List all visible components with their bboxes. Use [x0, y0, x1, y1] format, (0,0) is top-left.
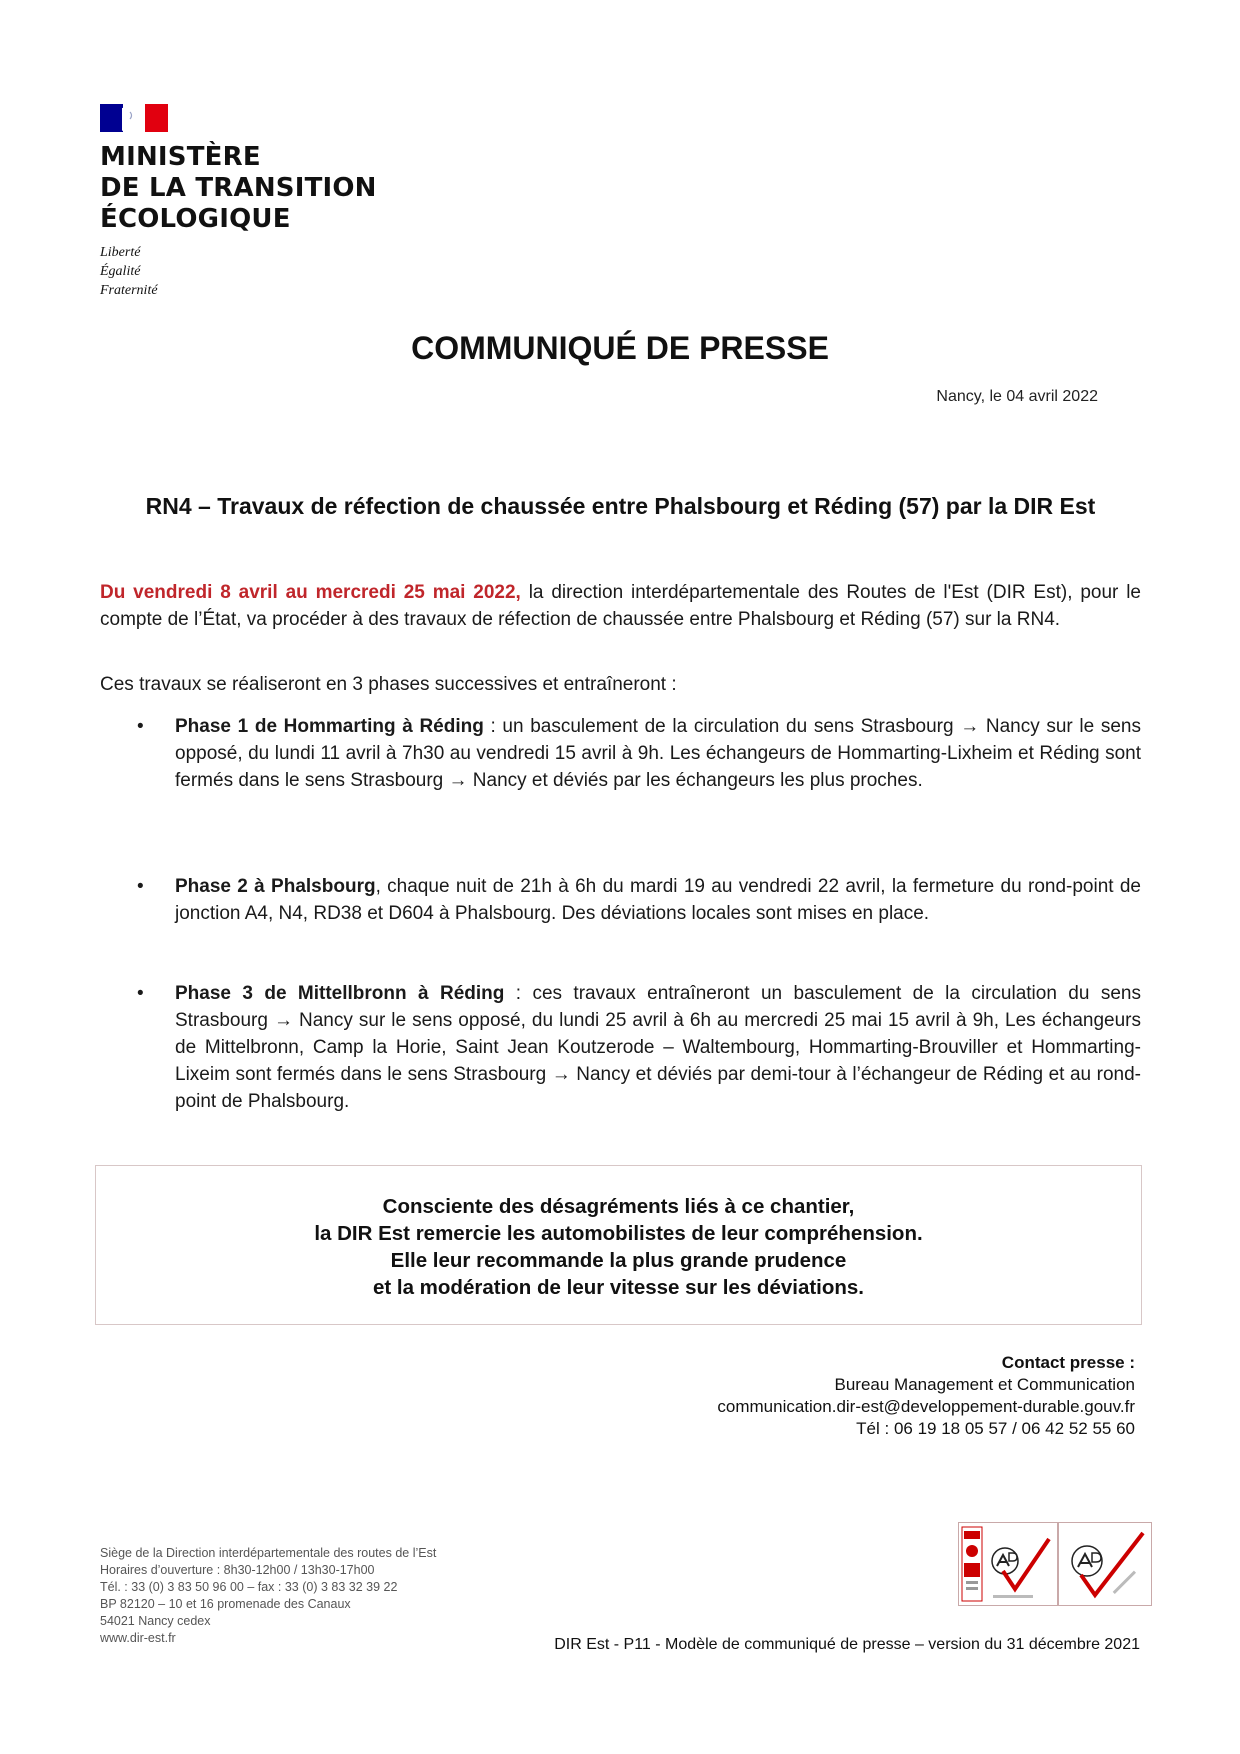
republic-motto: [100, 243, 380, 300]
intro-highlight: Du vendredi 8 avril au mercredi 25 mai 2022,: [100, 582, 521, 603]
intro-paragraph: [100, 579, 1141, 633]
phase-text: : ces travaux entraîneront un basculement de la circulation du sens Strasbourg → Nancy sur le sens opposé, du lundi 25 avril à 6h au mercredi 25 mai 15 avril à 9h, Les échangeurs de Mittelbronn, Camp la Horie, Saint Jean Koutzerode – Waltembourg, Hommarting-Brouviller et Hommarting-Lixeim sont fermés dans le sens Strasbourg → Nancy et déviés par demi-tour à l’échangeur de Réding et au rond-point de Phalsbourg.: [175, 983, 1141, 1112]
footer-line: Horaires d’ouverture : 8h30-12h00 / 13h30-17h00: [100, 1563, 375, 1577]
footer-website[interactable]: www.dir-est.fr: [100, 1631, 176, 1645]
notice-line: Elle leur recommande la plus grande prudence: [390, 1249, 847, 1272]
iso45001-certification-icon: [1058, 1522, 1152, 1606]
notice-box: [95, 1165, 1142, 1325]
notice-line: et la modération de leur vitesse sur les déviations.: [372, 1276, 865, 1299]
certification-logos: [958, 1522, 1152, 1606]
contact-phone: Tél : 06 19 18 05 57 / 06 42 52 55 60: [856, 1419, 1135, 1438]
phase-title: Phase 2 à Phalsbourg: [175, 876, 376, 897]
list-item: [137, 873, 1141, 927]
document-version: DIR Est - P11 - Modèle de communiqué de presse – version du 31 décembre 2021: [554, 1636, 1140, 1653]
phases-lead: Ces travaux se réaliseront en 3 phases successives et entraîneront :: [100, 674, 677, 695]
list-item: [137, 713, 1141, 794]
ministry-line: DE LA TRANSITION: [100, 173, 377, 203]
ministry-name: [100, 142, 380, 235]
footer-line: 54021 Nancy cedex: [100, 1614, 211, 1628]
contact-line: Bureau Management et Communication: [834, 1375, 1135, 1394]
phase-text: : un basculement de la circulation du sens Strasbourg → Nancy sur le sens opposé, du lundi 11 avril à 7h30 au vendredi 15 avril à 9h. Les échangeurs de Hommarting-Lixheim et Réding sont fermés dans le sens Strasbourg → Nancy et déviés par les échangeurs les plus proches.: [175, 716, 1141, 791]
ministry-line: MINISTÈRE: [100, 142, 261, 172]
phase-title: Phase 1 de Hommarting à Réding: [175, 716, 484, 737]
motto-line: Égalité: [100, 264, 141, 279]
afnor-iso9001-certification-icon: [958, 1522, 1058, 1606]
bullet-icon: •: [137, 876, 144, 897]
phase-text: , chaque nuit de 21h à 6h du mardi 19 au vendredi 22 avril, la fermeture du rond-point de jonction A4, N4, RD38 et D604 à Phalsbourg. Des déviations locales sont mises en place.: [175, 876, 1141, 924]
page-title: COMMUNIQUÉ DE PRESSE: [411, 330, 829, 366]
ministry-logo: [100, 104, 380, 300]
contact-email[interactable]: communication.dir-est@developpement-durable.gouv.fr: [717, 1397, 1135, 1416]
footer-line: BP 82120 – 10 et 16 promenade des Canaux: [100, 1597, 351, 1611]
footer-line: Siège de la Direction interdépartementale des routes de l’Est: [100, 1546, 437, 1560]
press-contact: [717, 1352, 1135, 1440]
bullet-icon: •: [137, 716, 144, 737]
contact-heading: Contact presse :: [1001, 1353, 1135, 1372]
ministry-line: ÉCOLOGIQUE: [100, 204, 291, 234]
phase-title: Phase 3 de Mittellbronn à Réding: [175, 983, 505, 1004]
list-item: [137, 980, 1141, 1115]
notice-line: la DIR Est remercie les automobilistes de leur compréhension.: [314, 1222, 923, 1245]
release-date: Nancy, le 04 avril 2022: [936, 388, 1098, 405]
notice-line: Consciente des désagréments liés à ce chantier,: [382, 1195, 855, 1218]
footer-address: [100, 1545, 436, 1647]
bullet-icon: •: [137, 983, 144, 1004]
motto-line: Liberté: [100, 245, 141, 260]
motto-line: Fraternité: [100, 283, 158, 298]
marianne-flag-icon: [100, 104, 168, 132]
release-subject: RN4 – Travaux de réfection de chaussée entre Phalsbourg et Réding (57) par la DIR Est: [145, 493, 1096, 519]
footer-line: Tél. : 33 (0) 3 83 50 96 00 – fax : 33 (0) 3 83 32 39 22: [100, 1580, 398, 1594]
intro-text: la direction interdépartementale des Routes de l'Est (DIR Est), pour le compte de l’État, va procéder à des travaux de réfection de chaussée entre Phalsbourg et Réding (57) sur la RN4.: [100, 582, 1141, 630]
